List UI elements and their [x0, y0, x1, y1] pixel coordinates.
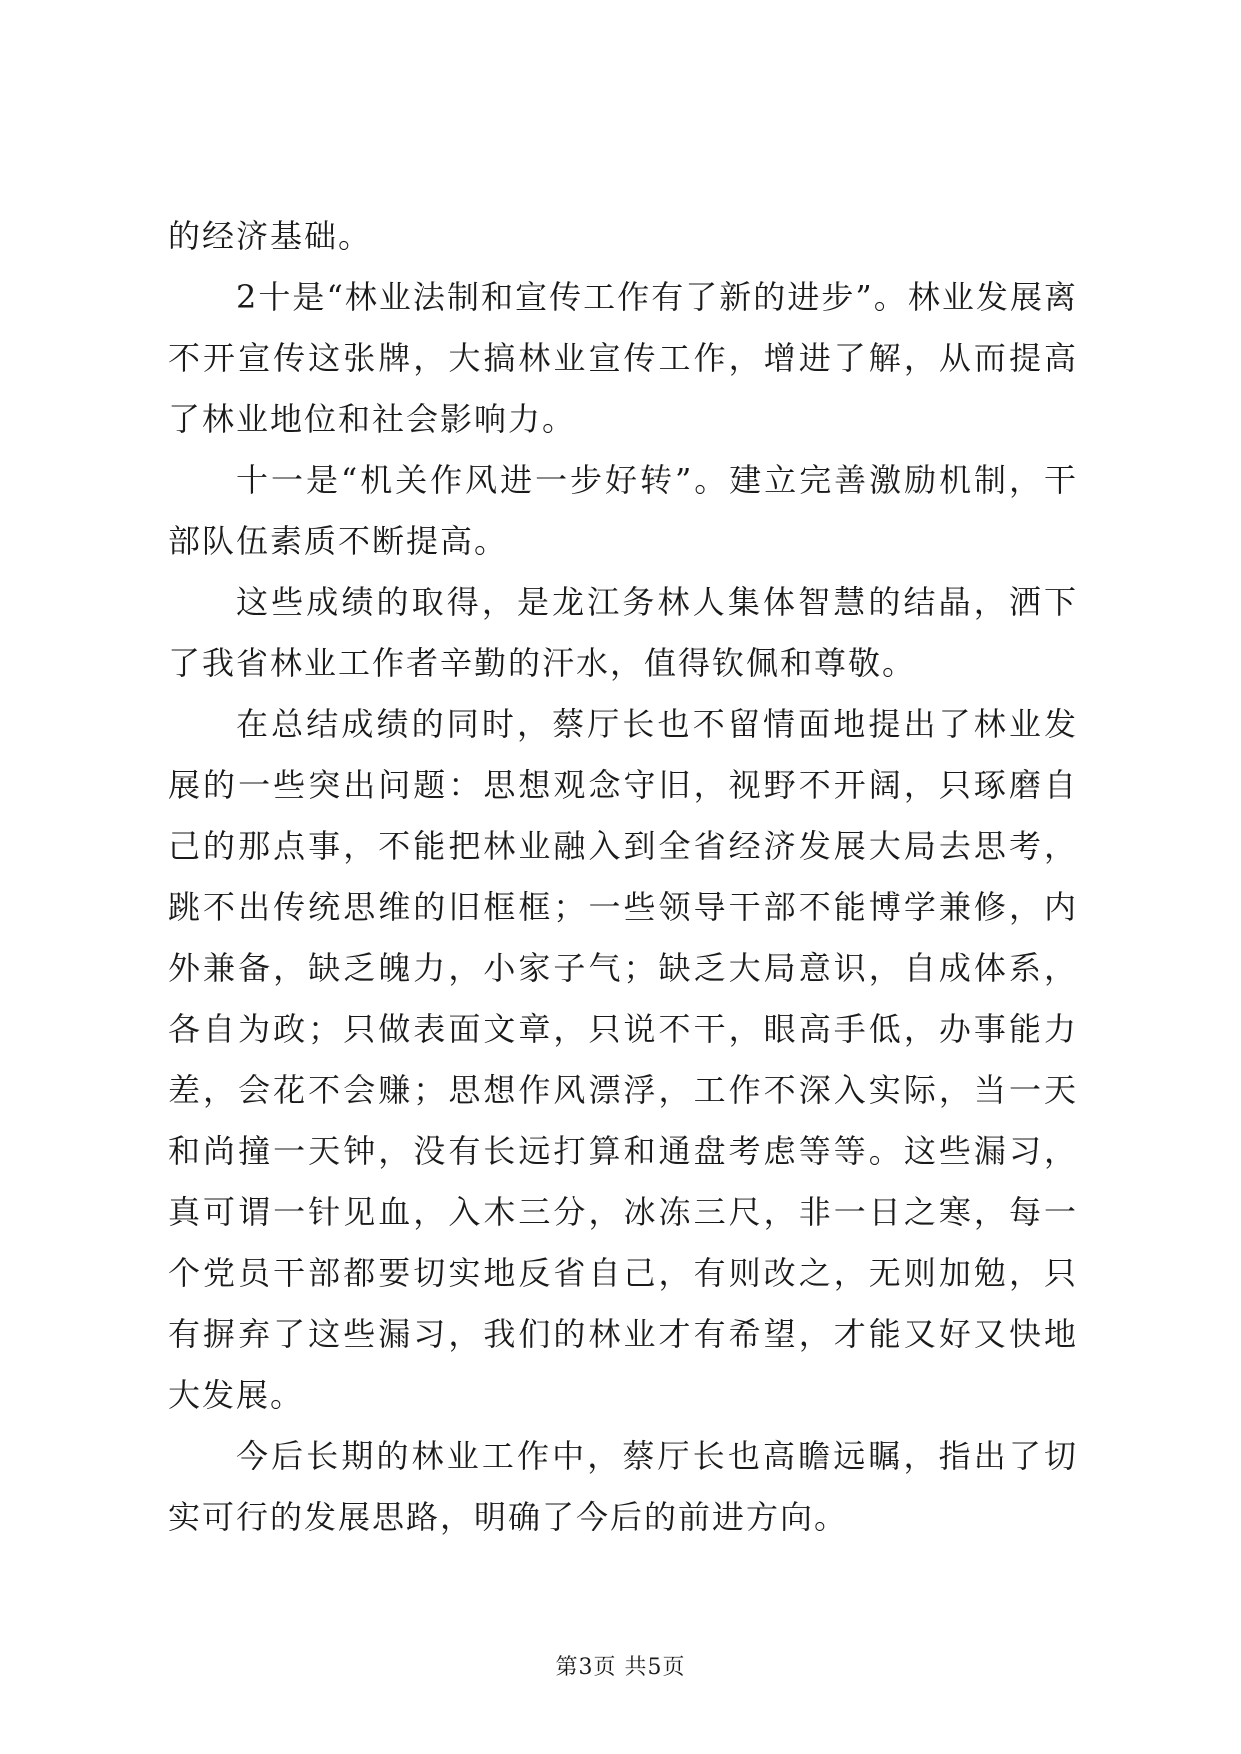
paragraph-6: 今后长期的林业工作中，蔡厅长也高瞻远瞩，指出了切实可行的发展思路，明确了今后的前进方向。 — [168, 1437, 1078, 1536]
page-footer: 第3页 共5页 — [555, 1655, 686, 1680]
paragraph-2: 2十是“林业法制和宣传工作有了新的进步”。林业发展离不开宣传这张牌，大搞林业宣传工作，增进了解，从而提高了林业地位和社会影响力。 — [168, 278, 1078, 438]
paragraph-4: 这些成绩的取得，是龙江务林人集体智慧的结晶，洒下了我省林业工作者辛勤的汗水，值得钦佩和尊敬。 — [168, 583, 1078, 682]
paragraph-3: 十一是“机关作风进一步好转”。建立完善激励机制，干部队伍素质不断提高。 — [168, 461, 1078, 560]
document-body — [168, 206, 1078, 1548]
paragraph-1: 的经济基础。 — [168, 217, 373, 255]
paragraph-5: 在总结成绩的同时，蔡厅长也不留情面地提出了林业发展的一些突出问题：思想观念守旧，视野不开阔，只琢磨自己的那点事，不能把林业融入到全省经济发展大局去思考，跳不出传统思维的旧框框；一些领导干部不能博学兼修，内外兼备，缺乏魄力，小家子气；缺乏大局意识，自成体系，各自为政；只做表面文章，只说不干，眼高手低，办事能力差，会花不会赚；思想作风漂浮，工作不深入实际，当一天和尚撞一天钟，没有长远打算和通盘考虑等等。这些漏习，真可谓一针见血，入木三分，冰冻三尺，非一日之寒，每一个党员干部都要切实地反省自己，有则改之，无则加勉，只有摒弃了这些漏习，我们的林业才有希望，才能又好又快地大发展。 — [168, 705, 1078, 1414]
